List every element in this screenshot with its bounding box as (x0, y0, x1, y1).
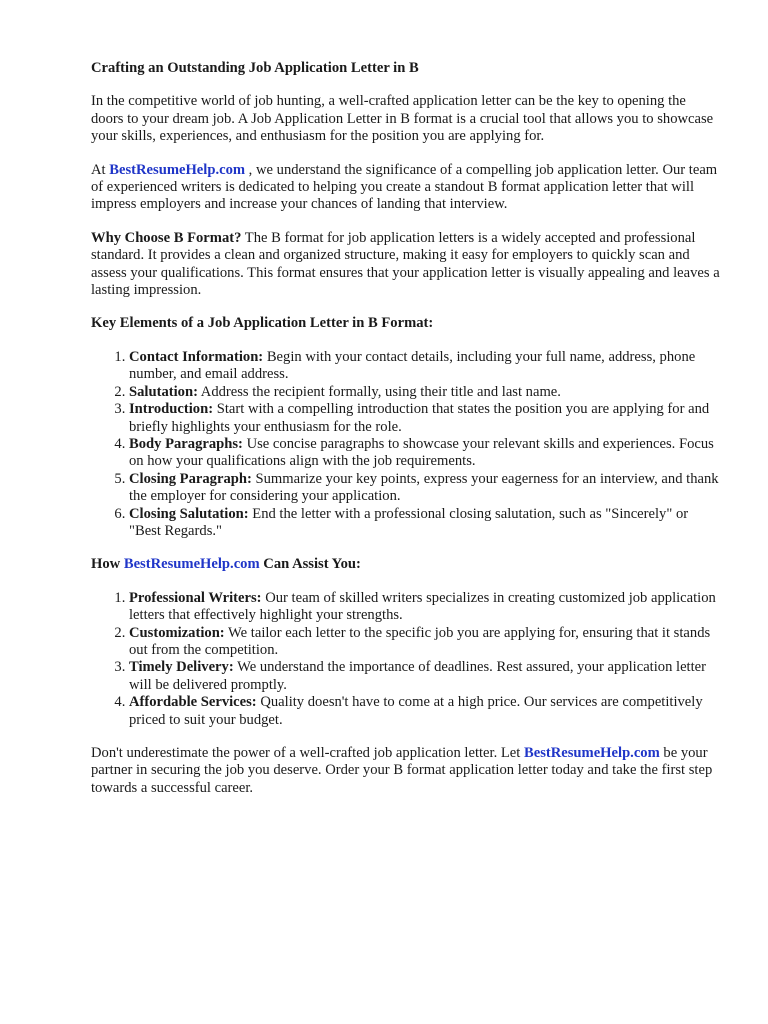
list-item-text: Address the recipient formally, using their title and last name. (197, 383, 561, 400)
closing-text: be your partner in securing the job you deserve. Order your B format application letter today and take the first step towards a successful career. (91, 745, 713, 796)
list-item-label: Professional Writers: (129, 589, 262, 606)
assist-list (91, 590, 721, 729)
list-item-label: Timely Delivery: (129, 659, 234, 676)
key-elements-list (91, 349, 721, 540)
list-item-label: Body Paragraphs: (129, 435, 243, 452)
list-item-text: Quality doesn't have to come at a high price. Our services are competitively priced to suit your budget. (129, 694, 703, 728)
intro-paragraph: In the competitive world of job hunting, a well-crafted application letter can be the key to opening the doors to your dream job. A Job Application Letter in B format is a crucial tool that allows you to showcase your skills, experiences, and enthusiasm for the position you are applying for. (91, 93, 714, 145)
document-page (91, 60, 721, 813)
about-prefix: At (91, 161, 110, 178)
list-item (129, 694, 721, 729)
list-item-label: Salutation: (129, 383, 198, 400)
assist-heading-suffix: Can Assist You: (259, 556, 361, 573)
bestresumehelp-link[interactable]: BestResumeHelp.com (109, 161, 246, 178)
list-item (129, 506, 721, 541)
why-paragraph (91, 230, 721, 300)
list-item-text: Use concise paragraphs to showcase your relevant skills and experiences. Focus on how your qualifications align with the job requirements. (129, 435, 714, 470)
why-text: The B format for job application letters is a widely accepted and professional standard. It provides a clean and organized structure, making it easy for employers to quickly scan and assess your qualifications. This format ensures that your application letter is visually appealing and leaves a lasting impression. (91, 229, 720, 299)
list-item-text: Our team of skilled writers specializes in creating customized job application letters that effectively highlight your strengths. (129, 589, 716, 624)
list-item (129, 436, 721, 471)
list-item (129, 625, 721, 660)
list-item-text: We tailor each letter to the specific job you are applying for, ensuring that it stands out from the competition. (129, 624, 711, 658)
list-item-label: Contact Information: (129, 348, 264, 365)
about-paragraph (91, 162, 721, 214)
list-item-text: End the letter with a professional closing salutation, such as "Sincerely" or "Best Regards." (129, 505, 689, 539)
list-item (129, 590, 721, 625)
list-item-text: We understand the importance of deadlines. Rest assured, your application letter will be delivered promptly. (129, 659, 707, 693)
list-item-label: Customization: (129, 624, 225, 641)
closing-paragraph (91, 745, 721, 797)
list-item-text: Begin with your contact details, including your full name, address, phone number, and email address. (129, 348, 696, 383)
why-label: Why Choose B Format? (91, 229, 242, 246)
key-elements-heading: Key Elements of a Job Application Letter in B Format: (91, 315, 434, 332)
list-item (129, 349, 721, 384)
list-item-text: Start with a compelling introduction that states the position you are applying for and briefly highlights your enthusiasm for the role. (129, 401, 710, 435)
list-item-label: Closing Salutation: (129, 505, 249, 522)
closing-prefix: Don't underestimate the power of a well-crafted job application letter. Let (91, 745, 524, 761)
list-item (129, 659, 721, 694)
list-item-label: Closing Paragraph: (129, 470, 252, 487)
list-item-label: Affordable Services: (129, 694, 257, 711)
bestresumehelp-closing-link[interactable]: BestResumeHelp.com (523, 745, 660, 761)
list-item (129, 401, 721, 436)
list-item-label: Introduction: (129, 401, 214, 418)
list-item (129, 471, 721, 506)
assist-heading (91, 556, 721, 573)
document-title: Crafting an Outstanding Job Application Letter in B (91, 60, 419, 76)
assist-heading-prefix: How (91, 556, 124, 573)
list-item-text: Summarize your key points, express your eagerness for an interview, and thank the employer for considering your application. (129, 470, 719, 505)
bestresumehelp-heading-link[interactable]: BestResumeHelp.com (123, 556, 260, 573)
list-item (129, 384, 721, 401)
about-text: , we understand the significance of a compelling job application letter. Our team of experienced writers is dedicated to helping you create a standout B format application letter that will impress employers and increase your chances of landing that interview. (91, 161, 718, 213)
